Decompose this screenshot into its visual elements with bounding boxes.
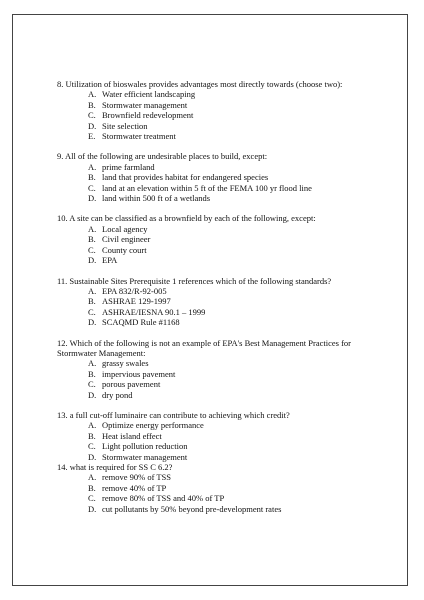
option-text: Local agency: [102, 223, 148, 234]
question-12: [57, 338, 387, 400]
option-list: [57, 472, 387, 514]
option-letter: B.: [88, 296, 96, 307]
option-text: EPA: [102, 255, 118, 266]
option-letter: E.: [88, 131, 96, 142]
option-letter: D.: [88, 120, 97, 131]
option-text: SCAQMD Rule #1168: [102, 317, 180, 328]
option-letter: D.: [88, 389, 97, 400]
option-letter: A.: [88, 472, 97, 483]
option-item: [88, 472, 387, 482]
option-letter: C.: [88, 244, 96, 255]
option-item: [88, 493, 387, 503]
option-item: [88, 255, 387, 265]
question-14: [57, 462, 387, 514]
option-item: [88, 110, 387, 120]
option-letter: A.: [88, 89, 97, 100]
option-item: [88, 89, 387, 99]
question-stem: 12. Which of the following is not an example of EPA's Best Management Practices for Stormwater Management:: [57, 337, 352, 358]
option-list: [57, 358, 387, 400]
question-stem: 9. All of the following are undesirable places to build, except:: [57, 151, 268, 162]
option-text: grassy swales: [102, 358, 149, 369]
option-item: [88, 441, 387, 451]
option-list: [57, 420, 387, 462]
question-11: [57, 276, 387, 328]
document-page: [12, 14, 408, 586]
option-text: land that provides habitat for endangered species: [102, 172, 269, 183]
option-item: [88, 420, 387, 430]
option-text: land within 500 ft of a wetlands: [102, 193, 211, 204]
option-item: [88, 358, 387, 368]
option-item: [88, 379, 387, 389]
option-letter: B.: [88, 482, 96, 493]
option-text: Heat island effect: [102, 430, 162, 441]
option-letter: C.: [88, 110, 96, 121]
option-letter: B.: [88, 368, 96, 379]
option-text: Civil engineer: [102, 234, 151, 245]
option-list: [57, 162, 387, 204]
option-list: [57, 286, 387, 328]
option-letter: B.: [88, 99, 96, 110]
option-letter: B.: [88, 172, 96, 183]
question-stem: 10. A site can be classified as a brownfield by each of the following, except:: [57, 213, 316, 224]
option-text: ASHRAE/IESNA 90.1 – 1999: [102, 306, 206, 317]
option-item: [88, 390, 387, 400]
option-text: remove 80% of TSS and 40% of TP: [102, 493, 225, 504]
option-letter: B.: [88, 430, 96, 441]
option-list: [57, 89, 387, 141]
question-stem: 13. a full cut-off luminaire can contribute to achieving which credit?: [57, 409, 290, 420]
option-item: [88, 483, 387, 493]
option-item: [88, 504, 387, 514]
option-text: remove 40% of TP: [102, 482, 167, 493]
option-letter: C.: [88, 379, 96, 390]
question-9: [57, 151, 387, 203]
option-letter: C.: [88, 493, 96, 504]
option-item: [88, 121, 387, 131]
option-text: EPA 832/R-92-005: [102, 285, 167, 296]
question-stem: 8. Utilization of bioswales provides advantages most directly towards (choose two):: [57, 79, 343, 89]
option-text: County court: [102, 244, 147, 255]
option-text: Optimize energy performance: [102, 420, 204, 431]
option-letter: C.: [88, 306, 96, 317]
option-letter: C.: [88, 441, 96, 452]
option-list: [57, 224, 387, 266]
option-text: cut pollutants by 50% beyond pre-development rates: [102, 503, 282, 514]
option-item: [88, 452, 387, 462]
option-item: [88, 100, 387, 110]
option-letter: D.: [88, 317, 97, 328]
option-letter: D.: [88, 193, 97, 204]
option-letter: D.: [88, 255, 97, 266]
question-10: [57, 213, 387, 265]
option-item: [88, 224, 387, 234]
option-letter: C.: [88, 182, 96, 193]
option-letter: D.: [88, 451, 97, 462]
option-text: impervious pavement: [102, 368, 176, 379]
option-letter: A.: [88, 223, 97, 234]
option-letter: A.: [88, 161, 97, 172]
question-13: [57, 410, 387, 462]
question-stem: 11. Sustainable Sites Prerequisite 1 references which of the following standards?: [57, 275, 332, 286]
option-item: [88, 162, 387, 172]
option-text: prime farmland: [102, 161, 155, 172]
option-item: [88, 172, 387, 182]
option-text: land at an elevation within 5 ft of the FEMA 100 yr flood line: [102, 182, 312, 193]
option-text: Stormwater management: [102, 451, 188, 462]
option-text: Light pollution reduction: [102, 441, 188, 452]
option-item: [88, 183, 387, 193]
option-text: dry pond: [102, 389, 133, 400]
option-text: ASHRAE 129-1997: [102, 296, 171, 307]
option-item: [88, 245, 387, 255]
option-letter: B.: [88, 234, 96, 245]
option-letter: D.: [88, 503, 97, 514]
option-text: Stormwater treatment: [102, 131, 176, 142]
option-item: [88, 296, 387, 306]
question-stem: 14. what is required for SS C 6.2?: [57, 462, 173, 472]
option-text: Water efficient landscaping: [102, 89, 196, 100]
option-item: [88, 317, 387, 327]
question-list: [57, 79, 387, 514]
question-8: [57, 79, 387, 141]
option-letter: A.: [88, 358, 97, 369]
option-item: [88, 193, 387, 203]
option-text: Brownfield redevelopment: [102, 110, 194, 121]
option-letter: A.: [88, 285, 97, 296]
option-text: remove 90% of TSS: [102, 472, 172, 483]
option-letter: A.: [88, 420, 97, 431]
option-item: [88, 369, 387, 379]
option-text: porous pavement: [102, 379, 161, 390]
option-text: Stormwater management: [102, 99, 188, 110]
option-item: [88, 131, 387, 141]
option-item: [88, 234, 387, 244]
option-text: Site selection: [102, 120, 148, 131]
option-item: [88, 307, 387, 317]
option-item: [88, 286, 387, 296]
option-item: [88, 431, 387, 441]
